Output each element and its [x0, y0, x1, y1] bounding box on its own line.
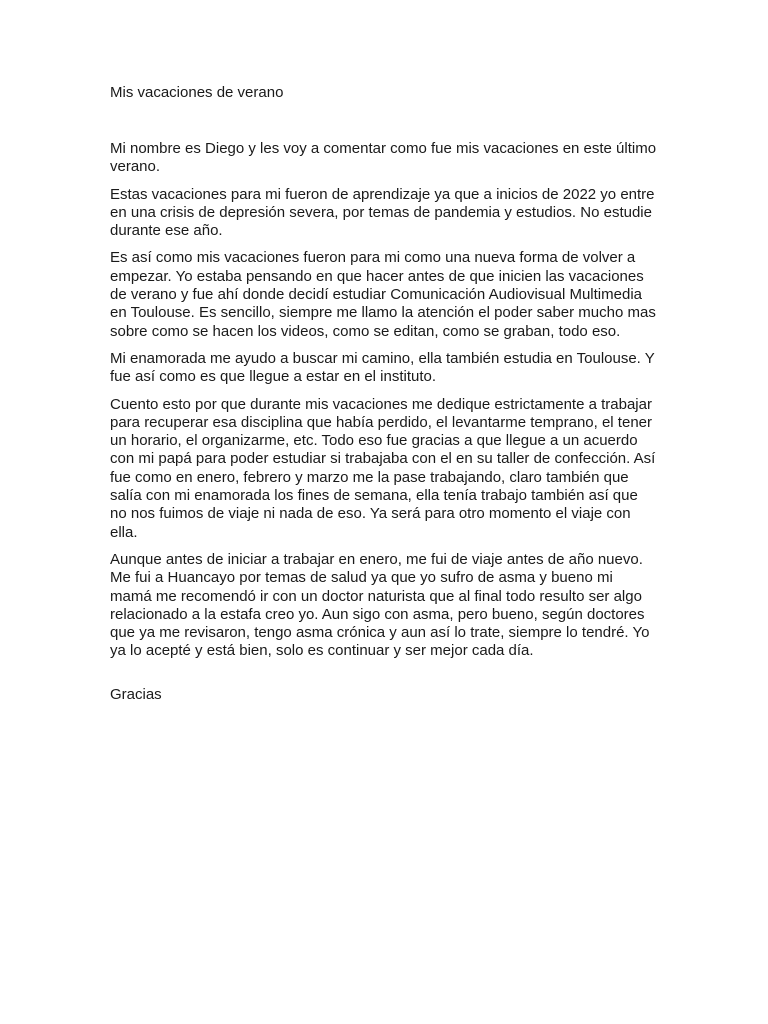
paragraph-3: Es así como mis vacaciones fueron para mi como una nueva forma de volver a empezar. Yo estaba pensando en que hacer antes de que inicien las vacaciones de verano y fue ahí donde decidí estudiar Comunicación Audiovisual Multimedia en Toulouse. Es sencillo, siempre me llamo la atención el poder saber mucho mas sobre como se hacen los videos, como se editan, como se graban, todo eso.	[110, 249, 656, 340]
paragraph-4: Mi enamorada me ayudo a buscar mi camino, ella también estudia en Toulouse. Y fue así como es que llegue a estar en el instituto.	[110, 349, 655, 386]
paragraph-6: Aunque antes de iniciar a trabajar en enero, me fui de viaje antes de año nuevo. Me fui a Huancayo por temas de salud ya que yo sufro de asma y bueno mi mamá me recomendó ir con un doctor naturista que al final todo resulto ser algo relacionado a la estafa creo yo. Aun sigo con asma, pero bueno, según doctores que ya me revisaron, tengo asma crónica y aun así lo trate, siempre lo tendré. Yo ya lo acepté y está bien, solo es continuar y ser mejor cada día.	[110, 550, 650, 660]
document-page	[110, 84, 658, 704]
paragraph-2: Estas vacaciones para mi fueron de aprendizaje ya que a inicios de 2022 yo entre en una crisis de depresión severa, por temas de pandemia y estudios. No estudie durante ese año.	[110, 185, 655, 240]
paragraph-1: Mi nombre es Diego y les voy a comentar como fue mis vacaciones en este último verano.	[110, 140, 657, 176]
paragraph-5: Cuento esto por que durante mis vacaciones me dedique estrictamente a trabajar para recuperar esa disciplina que había perdido, el levantarme temprano, el tener un horario, el organizarme, etc. Todo eso fue gracias a que llegue a un acuerdo con mi papá para poder estudiar si trabajaba con el en su taller de confección. Así fue como en enero, febrero y marzo me la pase trabajando, claro también que salía con mi enamorada los fines de semana, ella tenía trabajo también así que no nos fuimos de viaje ni nada de eso. Ya será para otro momento el viaje con ella.	[110, 395, 656, 541]
document-body	[110, 140, 658, 661]
document-title: Mis vacaciones de verano	[110, 84, 284, 101]
closing-text: Gracias	[110, 685, 162, 703]
